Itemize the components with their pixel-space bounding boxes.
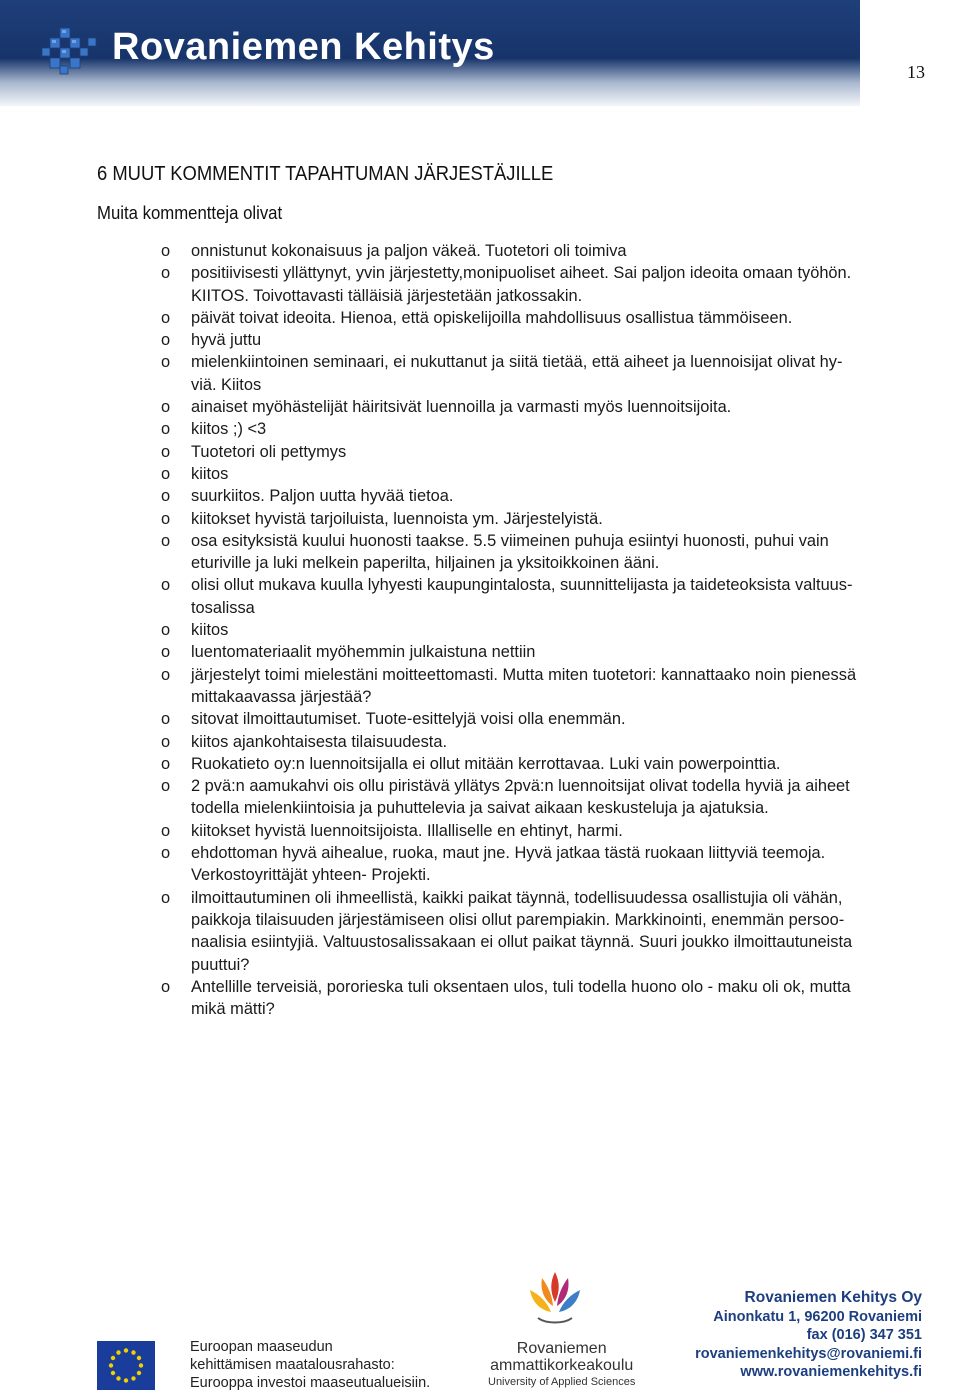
eu-star-icon	[109, 1363, 113, 1367]
bullet-icon: o	[161, 888, 171, 907]
bullet-icon: o	[161, 977, 171, 996]
contact-info	[695, 1289, 922, 1382]
bullet-icon: o	[161, 420, 171, 439]
comment-item	[97, 731, 960, 753]
comment-item	[97, 775, 960, 820]
header-banner	[0, 0, 860, 106]
comment-item	[97, 329, 960, 351]
comment-line: puuttui?	[191, 955, 250, 974]
comment-line: kiitokset hyvistä tarjoiluista, luennoista ym. Järjestelyistä.	[191, 509, 603, 528]
comment-item	[97, 574, 960, 619]
comment-line: Tuotetori oli pettymys	[191, 442, 347, 461]
bullet-icon: o	[161, 643, 171, 662]
bullet-icon: o	[161, 464, 171, 483]
eu-star-icon	[116, 1376, 120, 1380]
comment-line: suurkiitos. Paljon uutta hyvää tietoa.	[191, 487, 454, 506]
bullet-icon: o	[161, 844, 171, 863]
bullet-icon: o	[161, 509, 171, 528]
eu-star-icon	[111, 1371, 115, 1375]
comment-line: luentomateriaalit myöhemmin julkaistuna nettiin	[191, 643, 536, 662]
bullet-icon: o	[161, 531, 171, 550]
comment-item	[97, 753, 960, 775]
comment-line: järjestelyt toimi mielestäni moitteettomasti. Mutta miten tuotetori: kannattaako noin pienessä	[191, 665, 857, 684]
bullet-icon: o	[161, 353, 171, 372]
comment-list	[97, 240, 960, 1020]
contact-website[interactable]: www.rovaniemenkehitys.fi	[740, 1364, 922, 1380]
comment-line: kiitokset hyvistä luennoitsijoista. Illalliselle en ehtinyt, harmi.	[191, 821, 623, 840]
bullet-icon: o	[161, 821, 171, 840]
comment-line: osa esityksistä kuului huonosti taakse. 5.5 viimeinen puhuja esiintyi huonosti, puhui vain	[191, 531, 829, 550]
eu-fund-line: Euroopan maaseudun	[190, 1339, 333, 1355]
comment-line: Antellille terveisiä, pororieska tuli oksentaen ulos, tuli todella huono olo - maku oli ok, mutta	[191, 977, 851, 996]
ramk-logo-icon	[522, 1268, 588, 1340]
comment-item	[97, 307, 960, 329]
rovaniemen-kehitys-logo-icon	[40, 26, 98, 76]
eu-flag-icon	[97, 1341, 155, 1390]
bullet-icon: o	[161, 576, 171, 595]
bullet-icon: o	[161, 331, 171, 350]
comment-line: ainaiset myöhästelijät häiritsivät luennoilla ja varmasti myös luennoitsijoita.	[191, 398, 732, 417]
contact-fax: fax (016) 347 351	[806, 1327, 922, 1343]
comment-item	[97, 485, 960, 507]
eu-star-icon	[124, 1348, 128, 1352]
comment-line: kiitos ;) <3	[191, 420, 267, 439]
comment-line: kiitos	[191, 464, 229, 483]
page-number: 13	[907, 62, 925, 82]
comment-line: onnistunut kokonaisuus ja paljon väkeä. Tuotetori oli toimiva	[191, 242, 627, 260]
comment-line: positiivisesti yllättynyt, yvin järjestetty,monipuoliset aiheet. Sai paljon ideoita omaan työhön.	[191, 264, 852, 283]
eu-star-icon	[131, 1376, 135, 1380]
ramk-line: University of Applied Sciences	[488, 1376, 636, 1388]
ramk-line: ammattikorkeakoulu	[490, 1357, 634, 1374]
comment-line: viä. Kiitos	[191, 375, 262, 394]
comment-line: KIITOS. Toivottavasti tälläisiä järjestetään jatkossakin.	[191, 286, 583, 305]
section-title: 6 MUUT KOMMENTIT TAPAHTUMAN JÄRJESTÄJILLE	[97, 163, 554, 185]
comment-line: Verkostoyrittäjät yhteen- Projekti.	[191, 866, 431, 885]
eu-star-icon	[137, 1356, 141, 1360]
brand-name: Rovaniemen Kehitys	[112, 26, 495, 68]
comment-line: ilmoittautuminen oli ihmeellistä, kaikki paikat täynnä, todellisuudessa osallistujia oli vähän,	[191, 888, 843, 907]
bullet-icon: o	[161, 710, 171, 729]
bullet-icon: o	[161, 621, 171, 640]
eu-star-icon	[111, 1356, 115, 1360]
comment-line: mikä mätti?	[191, 1000, 275, 1019]
bullet-icon: o	[161, 442, 171, 461]
comment-line: naalisia esiintyjiä. Valtuustosalissakaan ei ollut paikat täynnä. Suuri joukko ilmoittautuneista	[191, 933, 853, 952]
comment-line: tosalissa	[191, 598, 255, 617]
eu-star-icon	[124, 1378, 128, 1382]
comment-line: ehdottoman hyvä aihealue, ruoka, maut jne. Hyvä jatkaa tästä ruokaan liittyviä teemoja.	[191, 844, 826, 863]
comment-line: Ruokatieto oy:n luennoitsijalla ei ollut mitään kerrottavaa. Luki vain powerpointtia.	[191, 754, 781, 773]
bullet-icon: o	[161, 732, 171, 751]
comment-line: kiitos	[191, 621, 229, 640]
comment-line: todella mielenkiintoisia ja puhuttelevia ja saivat aikaan keskusteluja ja ajatuksia.	[191, 799, 769, 818]
bullet-icon: o	[161, 308, 171, 327]
subheading: Muita kommentteja olivat	[97, 203, 283, 223]
eu-star-icon	[137, 1371, 141, 1375]
eu-fund-line: Eurooppa investoi maaseutualueisiin.	[190, 1375, 431, 1391]
comment-item	[97, 351, 960, 396]
comment-item	[97, 396, 960, 418]
comment-line: eturiville ja luki melkein paperilta, hiljainen ja yksitoikkoinen ääni.	[191, 554, 660, 573]
eu-fund-line: kehittämisen maatalousrahasto:	[190, 1357, 395, 1373]
eu-star-icon	[116, 1350, 120, 1354]
bullet-icon: o	[161, 242, 171, 260]
comment-line: hyvä juttu	[191, 331, 262, 350]
bullet-icon: o	[161, 398, 171, 417]
comment-item	[97, 820, 960, 842]
comment-item	[97, 240, 960, 262]
comment-item	[97, 262, 960, 307]
comment-item	[97, 530, 960, 575]
ramk-name	[488, 1340, 635, 1390]
eu-star-icon	[131, 1350, 135, 1354]
comment-item	[97, 508, 960, 530]
eu-fund-text	[190, 1338, 430, 1392]
bullet-icon: o	[161, 264, 171, 283]
comment-line: päivät toivat ideoita. Hienoa, että opiskelijoilla mahdollisuus osallistua tämmöiseen.	[191, 308, 793, 327]
bullet-icon: o	[161, 777, 171, 796]
comment-line: mielenkiintoinen seminaari, ei nukuttanut ja siitä tietää, että aiheet ja luennoisijat olivat hy-	[191, 353, 843, 372]
comment-item	[97, 887, 960, 976]
eu-star-icon	[139, 1363, 143, 1367]
bullet-icon: o	[161, 665, 171, 684]
comment-item	[97, 976, 960, 1021]
comment-line: kiitos ajankohtaisesta tilaisuudesta.	[191, 732, 448, 751]
contact-company: Rovaniemen Kehitys Oy	[744, 1289, 922, 1306]
comment-item	[97, 619, 960, 641]
contact-email[interactable]: rovaniemenkehitys@rovaniemi.fi	[695, 1345, 922, 1362]
comment-item	[97, 441, 960, 463]
contact-address: Ainonkatu 1, 96200 Rovaniemi	[713, 1308, 922, 1325]
comment-item	[97, 641, 960, 663]
comment-item	[97, 418, 960, 440]
comment-line: mittakaavassa järjestää?	[191, 687, 372, 706]
comment-line: sitovat ilmoittautumiset. Tuote-esittelyjä voisi olla enemmän.	[191, 710, 626, 729]
comment-line: 2 pvä:n aamukahvi ois ollu piristävä yllätys 2pvä:n luennoitsijat olivat todella hyviä ja aiheet	[191, 777, 850, 796]
comment-line: olisi ollut mukava kuulla lyhyesti kaupungintalosta, suunnittelijasta ja taideteoksista valtuus-	[191, 576, 853, 595]
ramk-line: Rovaniemen	[516, 1340, 607, 1357]
bullet-icon: o	[161, 754, 171, 773]
bullet-icon: o	[161, 487, 171, 506]
comment-item	[97, 708, 960, 730]
comment-item	[97, 842, 960, 887]
comment-item	[97, 664, 960, 709]
comment-line: paikkoja tilaisuuden järjestämiseen olisi ollut parempiakin. Markkinointi, enemmän persoo-	[191, 910, 845, 929]
comment-item	[97, 463, 960, 485]
